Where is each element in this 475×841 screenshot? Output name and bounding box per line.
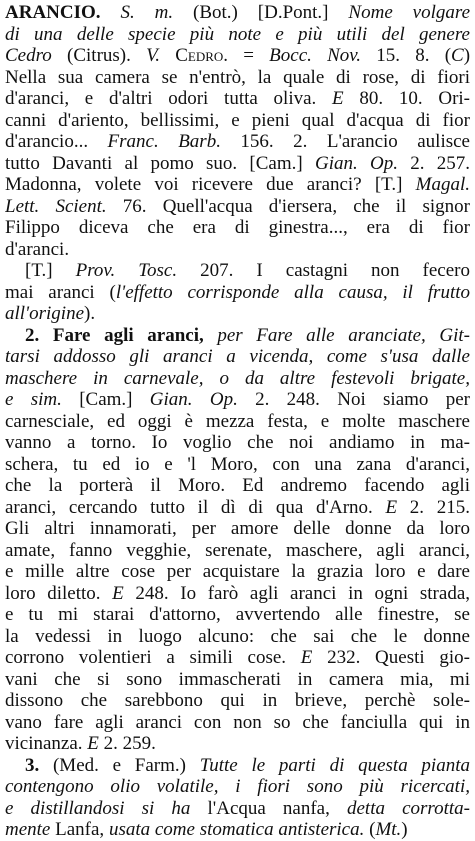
text-run: che la porterà il Moro. Ed andremo facendo agli (5, 475, 470, 496)
text-run: E (87, 733, 99, 754)
text-run: all'origine (5, 303, 85, 324)
text-run: Mt. (375, 819, 402, 840)
text-run: S. m. (100, 2, 174, 23)
text-run: Cedro (160, 45, 224, 66)
text-run: 2. 259. (98, 733, 156, 754)
text-run: e mille altre cose per acquistare la grazia loro e dare (5, 561, 470, 582)
text-line (5, 776, 470, 798)
text-line (5, 88, 470, 110)
text-line (5, 239, 470, 261)
text-line (5, 174, 470, 196)
text-line (5, 755, 470, 777)
text-run: Nome volgare (348, 2, 470, 23)
text-run: usata come stomatica antisterica. (108, 819, 365, 840)
text-run: ( (364, 819, 376, 840)
text-run: Franc. Barb. (107, 131, 221, 152)
text-run: 2. 215. (397, 496, 470, 518)
text-run: l'effetto corrisponde alla causa, il frutto (115, 281, 470, 303)
text-line (5, 626, 470, 648)
text-run: contengono olio volatile, i fiori sono più ricercati, (5, 776, 470, 797)
text-line (5, 583, 470, 605)
text-run: per Fare alle aranciate, Git- (203, 324, 470, 346)
text-run: ARANCIO. (5, 2, 101, 23)
text-line (5, 196, 470, 218)
text-run: e tu mi starai d'attorno, avvertendo alle finestre, se (5, 604, 470, 625)
text-line (5, 2, 470, 24)
text-line (5, 45, 470, 67)
text-run: detta corrotta- (346, 797, 470, 819)
text-run: 207. I castagni non fecero (177, 260, 470, 281)
text-run: tutto Davanti al pomo suo. [Cam.] (5, 152, 315, 174)
text-run: [T.] (25, 260, 76, 281)
text-run: Filippo diceva che era di ginestra..., era di fior (5, 217, 470, 238)
text-run: (Med. e Farm.) (39, 754, 200, 776)
text-line (5, 432, 470, 454)
text-line (5, 798, 470, 820)
text-line (5, 368, 470, 390)
text-run: vicinanza. (5, 733, 88, 754)
text-run: Gli altri innamorati, per amore delle donne da loro (5, 518, 470, 539)
text-run: 76. Quell'acqua d'iersera, che il signor (106, 195, 470, 217)
text-run: Tutte le parti di questa pianta (199, 754, 470, 776)
text-line (5, 217, 470, 239)
text-run: Lanfa, (50, 819, 109, 840)
text-line (5, 561, 470, 583)
text-run: vano fare agli aranci con non so che fanciulla qui in (5, 711, 470, 733)
text-run: corrono volentieri a simili cose. (5, 647, 301, 668)
text-run: ) (463, 45, 470, 66)
text-run: d'arancio... (5, 131, 108, 152)
text-run: Nella sua camera se n'entrò, la quale di rose, di fiori (5, 66, 470, 88)
text-run: 15. 8. ( (361, 45, 452, 66)
text-line (5, 24, 470, 46)
text-line (5, 411, 470, 433)
text-run: Gian. Op. (314, 152, 398, 174)
text-run: 156. 2. L'arancio aulisce (220, 131, 470, 152)
text-run: mai aranci ( (5, 281, 116, 303)
text-line (5, 604, 470, 626)
text-line (5, 389, 470, 411)
text-run: 2. 248. Noi siamo per (237, 389, 470, 410)
text-run: (Citrus). (51, 45, 147, 66)
text-line (5, 260, 470, 282)
text-run: 2. Fare agli aranci, (25, 324, 204, 346)
text-line (5, 819, 470, 841)
text-line (5, 282, 470, 304)
text-run: aranci, cercando tutto il dì di qua d'Arno. (5, 496, 386, 518)
text-line (5, 346, 470, 368)
text-run: ) (401, 819, 408, 840)
text-run: di una delle specie più note e più utili del genere (5, 23, 470, 45)
text-run: vani che si sono immascherati in camera mia, mi (5, 668, 470, 690)
text-run: d'aranci, e d'altri odori tutta oliva. (5, 88, 333, 109)
text-run: 3. (25, 754, 40, 776)
text-run: E (112, 582, 124, 604)
text-run: Madonna, volete voi ricevere due aranci? [T.] (5, 174, 416, 195)
text-line (5, 518, 470, 540)
text-run: Gian. Op. (149, 389, 238, 410)
text-run: Lett. Scient. (5, 195, 107, 217)
text-run: e sim. (5, 389, 62, 410)
text-run: 80. 10. Ori- (343, 88, 470, 109)
text-run: 232. Questi gio- (312, 647, 470, 668)
text-run: (Bot.) [D.Pont.] (173, 2, 349, 23)
text-line (5, 733, 470, 755)
text-run: Bocc. Nov. (269, 45, 362, 66)
text-run: E (300, 647, 313, 668)
text-line (5, 475, 470, 497)
text-run: mente (5, 819, 51, 840)
text-run: schera, tu ed io e 'l Moro, con una zana d'aranci, (5, 453, 470, 475)
text-run: Prov. Tosc. (75, 260, 178, 281)
text-run: E (332, 88, 344, 109)
text-line (5, 153, 470, 175)
text-run: [Cam.] (61, 389, 150, 410)
text-run: maschere in carnevale, o da altre festevoli brigate, (5, 367, 470, 389)
text-line (5, 647, 470, 669)
text-run: ). (84, 303, 96, 324)
text-run: dissono che sarebbono qui in brieve, perchè sole- (5, 690, 470, 711)
text-line (5, 497, 470, 519)
text-run: e distillandosi si ha (5, 797, 191, 819)
text-run: 248. Io farò agli aranci in ogni strada, (123, 582, 470, 604)
text-run: amate, fanno vegghie, serenate, maschere, agli aranci, (5, 539, 470, 561)
text-run: la vedessi in luogo alcuno: che sai che le donne (5, 625, 470, 647)
text-run: d'aranci. (5, 238, 70, 260)
text-line (5, 540, 470, 562)
text-line (5, 131, 470, 153)
text-run: E (385, 496, 398, 518)
text-run: Cedro (5, 45, 52, 66)
text-run: C (451, 45, 464, 66)
text-line (5, 454, 470, 476)
text-run: carnesciale, ed oggi è mezza festa, e molte maschere (5, 410, 470, 432)
text-run: 2. 257. (397, 152, 470, 174)
text-line (5, 712, 470, 734)
text-line (5, 303, 470, 325)
text-line (5, 67, 470, 89)
text-run: Magal. (415, 174, 470, 195)
text-line (5, 669, 470, 691)
text-line (5, 110, 470, 132)
text-run: canni d'ariento, bellissimi, e pieni qual d'acqua di fior (5, 109, 470, 131)
text-line (5, 325, 470, 347)
text-run: . = (223, 45, 270, 66)
text-run: loro diletto. (5, 582, 113, 604)
text-run: tarsi addosso gli aranci a vicenda, come s'usa dalle (5, 346, 470, 367)
text-run: l'Acqua nanfa, (190, 797, 347, 819)
text-line (5, 690, 470, 712)
text-run: vanno a torno. Io voglio che noi andiamo in ma- (5, 432, 470, 453)
text-run: V. (146, 45, 160, 66)
